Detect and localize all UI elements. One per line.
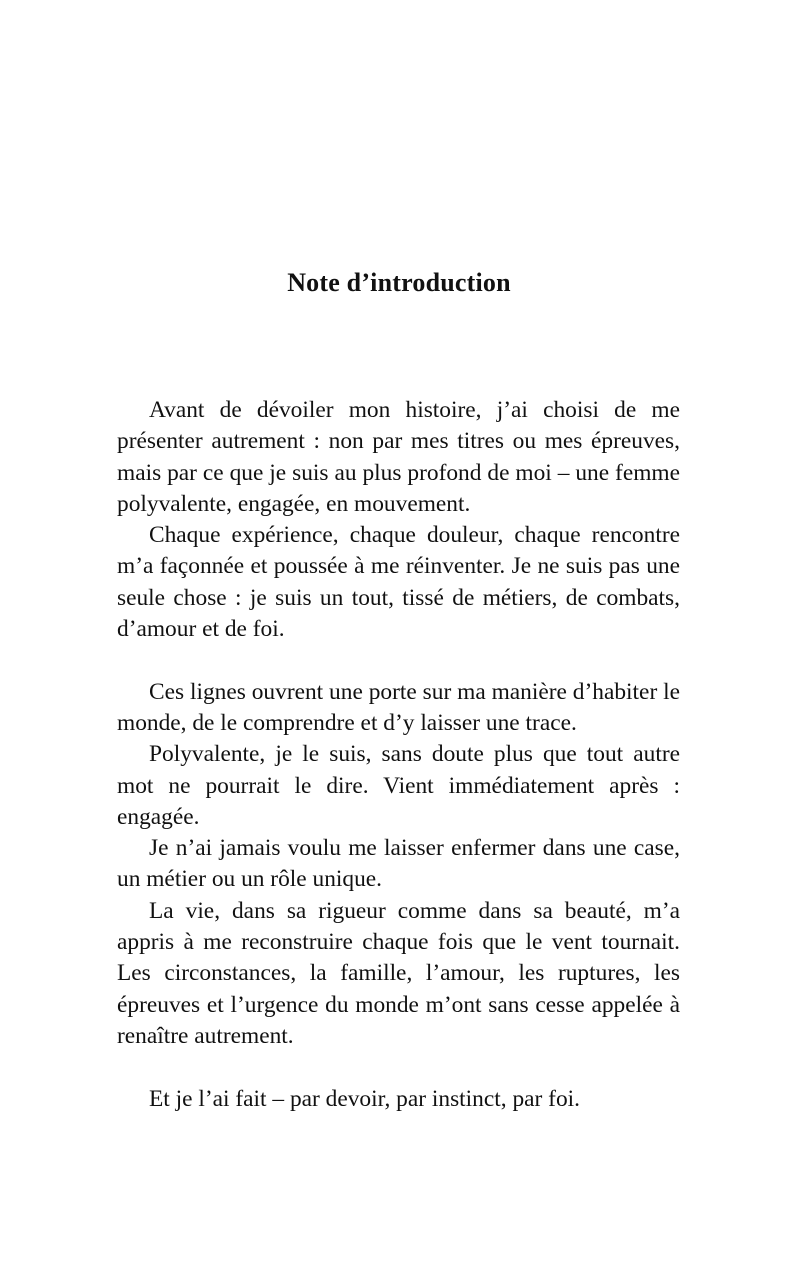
body-text (117, 395, 680, 1115)
paragraph-7: Et je l’ai fait – par devoir, par instinct, par foi. (149, 1085, 580, 1112)
paragraph-gap (117, 645, 680, 676)
page-title: Note d’introduction (287, 268, 511, 297)
paragraph-2: Chaque expérience, chaque douleur, chaque rencontre m’a façonnée et poussée à me réinventer. Je ne suis pas une seule chose : je suis un tout, tissé de métiers, de combats, d’amour et de foi. (117, 522, 680, 643)
paragraph-6: La vie, dans sa rigueur comme dans sa beauté, m’a appris à me reconstruire chaque fois que le vent tournait. Les circonstances, la famille, l’amour, les ruptures, les épreuves et l’urgence du monde m’ont sans cesse appelée à renaître autrement. (117, 897, 680, 1049)
paragraph-1: Avant de dévoiler mon histoire, j’ai choisi de me présenter autrement : non par mes titres ou mes épreuves, mais par ce que je suis au plus profond de moi – une femme polyvalente, engagée, en mouvement. (117, 397, 680, 517)
paragraph-3: Ces lignes ouvrent une porte sur ma manière d’habiter le monde, de le comprendre et d’y laisser une trace. (117, 678, 680, 736)
paragraph-4: Polyvalente, je le suis, sans doute plus que tout autre mot ne pourrait le dire. Vient immédiatement après : engagée. (117, 741, 680, 830)
paragraph-gap (117, 1052, 680, 1083)
paragraph-5: Je n’ai jamais voulu me laisser enfermer dans une case, un métier ou un rôle unique. (117, 835, 680, 893)
